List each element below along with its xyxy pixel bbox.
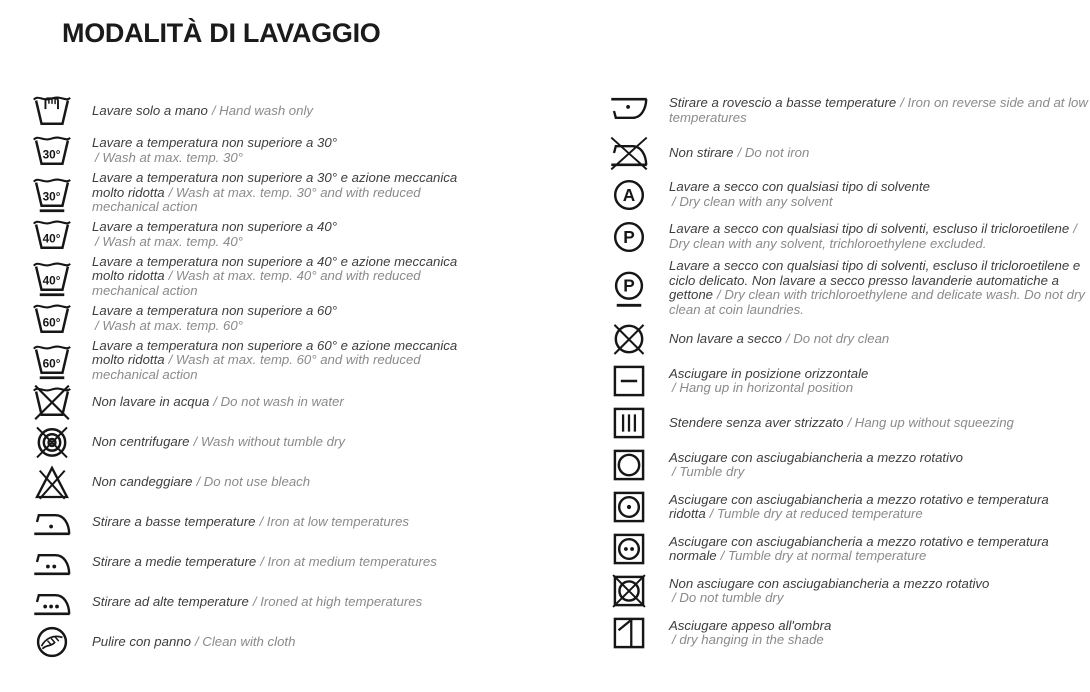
- care-item-do-not-wash: [30, 382, 607, 422]
- wash-40-icon: [30, 215, 74, 255]
- care-item-clean-with-cloth: [30, 622, 607, 662]
- care-item-text-italian: Stirare a medie temperature: [92, 554, 257, 570]
- care-item-text: [669, 332, 1089, 347]
- care-item-text-english: / Do not wash in water: [213, 394, 344, 410]
- care-item-text: [92, 435, 484, 450]
- care-item-text-english: / Hand wash only: [211, 102, 314, 118]
- care-item-do-not-dry-clean: [607, 319, 1090, 359]
- care-item-text-italian: Stirare a basse temperature: [92, 514, 256, 530]
- care-item-text-italian: Asciugare con asciugabiancheria a mezzo rotativo: [669, 449, 963, 465]
- care-item-dry-in-shade: [607, 613, 1090, 653]
- care-item-text-english: / Wash at max. temp. 30°: [95, 150, 243, 165]
- care-item-text-italian: Non lavare in acqua: [92, 394, 210, 410]
- care-item-text-english: / Wash at max. temp. 60° and with reduced mechanical action: [92, 352, 421, 382]
- care-item-text-italian: Lavare a temperatura non superiore a 40°: [92, 219, 337, 235]
- care-item-text: [669, 451, 1089, 480]
- care-item-text-english: / Dry clean with any solvent: [672, 194, 833, 209]
- do-not-tumble-dry-icon: [607, 571, 651, 611]
- care-item-text: [669, 535, 1089, 564]
- wash-30-reduced-icon: [30, 173, 74, 213]
- do-not-wash-icon: [30, 382, 74, 422]
- care-item-text: [669, 619, 1089, 648]
- care-item-text: [669, 416, 1089, 431]
- care-item-iron-reverse: [607, 91, 1090, 131]
- care-columns: [30, 91, 1090, 662]
- care-item-text: [92, 255, 484, 299]
- tumble-dry-icon: [607, 445, 651, 485]
- iron-reverse-icon: [607, 91, 651, 131]
- care-item-text-english: / Dry clean with trichloroethylene and delicate wash. Do not dry clean at coin laundries.: [669, 287, 1085, 317]
- care-item-text-italian: Lavare a secco con qualsiasi tipo di solventi, escluso il tricloroetilene e ciclo delicato. Non lavare a secco presso lavanderie automatiche a gettone: [669, 258, 1081, 303]
- care-item-text: [92, 595, 484, 610]
- care-item-text-english: / Tumble dry: [672, 464, 745, 480]
- care-item-wash-60-reduced: [30, 339, 607, 383]
- care-item-text-italian: Lavare a temperatura non superiore a 40° e azione meccanica molto ridotta: [92, 253, 458, 284]
- do-not-dry-clean-icon: [607, 319, 651, 359]
- care-item-wash-30-reduced: [30, 171, 607, 215]
- care-item-dry-clean-p: [607, 217, 1090, 257]
- care-item-dry-clean-any-solvent: [607, 175, 1090, 215]
- care-item-text-english: / Iron on reverse side and at low temperatures: [669, 95, 1088, 125]
- care-item-text-italian: Lavare a secco con qualsiasi tipo di solvente: [669, 179, 930, 195]
- care-item-text-english: / Wash at max. temp. 40°: [95, 233, 243, 249]
- care-item-text: [92, 220, 484, 249]
- care-item-dry-flat: [607, 361, 1090, 401]
- tumble-dry-low-icon: [607, 487, 651, 527]
- care-item-text-english: / Ironed at high temperatures: [252, 594, 423, 610]
- wash-60-icon: [30, 299, 74, 339]
- care-item-text-italian: Pulire con panno: [92, 634, 191, 650]
- care-item-iron-low: [30, 502, 607, 542]
- care-item-text-english: / Do not tumble dry: [672, 590, 784, 606]
- clean-with-cloth-icon: [30, 622, 74, 662]
- dry-flat-icon: [607, 361, 651, 401]
- svg-text:30°: 30°: [42, 189, 61, 204]
- care-item-text: [669, 493, 1089, 522]
- care-item-do-not-spin: [30, 422, 607, 462]
- care-item-text: [669, 180, 1089, 209]
- svg-text:40°: 40°: [42, 272, 61, 287]
- care-item-wash-40: [30, 215, 607, 255]
- svg-text:P: P: [623, 226, 635, 247]
- care-item-text-english: / dry hanging in the shade: [672, 632, 824, 648]
- care-item-text-english: / Clean with cloth: [194, 634, 296, 650]
- care-item-text-italian: Non lavare a secco: [669, 331, 782, 347]
- care-item-text-english: / Wash at max. temp. 40° and with reduced mechanical action: [92, 268, 421, 298]
- dry-clean-p-icon: [607, 217, 651, 257]
- do-not-bleach-icon: [30, 462, 74, 502]
- do-not-iron-icon: [607, 133, 651, 173]
- wash-60-reduced-icon: [30, 340, 74, 380]
- care-item-text-italian: Lavare a temperatura non superiore a 60°: [92, 302, 337, 318]
- svg-text:A: A: [622, 184, 636, 205]
- dry-clean-any-solvent-icon: [607, 175, 651, 215]
- dry-clean-p-delicate-icon: [607, 268, 651, 308]
- care-item-text-italian: Stendere senza aver strizzato: [669, 415, 844, 431]
- care-item-text-english: / Wash at max. temp. 30° and with reduced mechanical action: [92, 184, 421, 215]
- care-column-left: [30, 91, 607, 662]
- care-item-text-italian: Asciugare con asciugabiancheria a mezzo rotativo e temperatura normale: [669, 533, 1049, 564]
- care-item-text: [669, 367, 1089, 396]
- care-item-do-not-tumble-dry: [607, 571, 1090, 611]
- care-item-text-italian: Asciugare con asciugabiancheria a mezzo rotativo e temperatura ridotta: [669, 491, 1049, 522]
- svg-text:30°: 30°: [42, 147, 61, 162]
- care-item-tumble-dry: [607, 445, 1090, 485]
- care-item-text-english: / Hang up without squeezing: [847, 415, 1014, 431]
- care-item-text-italian: Asciugare in posizione orizzontale: [669, 365, 869, 381]
- care-item-text: [92, 515, 484, 530]
- care-item-text-italian: Lavare a temperatura non superiore a 60° e azione meccanica molto ridotta: [92, 337, 458, 368]
- care-item-tumble-dry-normal: [607, 529, 1090, 569]
- care-item-text-italian: Lavare solo a mano: [92, 102, 208, 118]
- care-item-text-english: / Tumble dry at reduced temperature: [709, 506, 923, 522]
- care-item-text-italian: Stirare ad alte temperature: [92, 594, 249, 610]
- care-item-text-english: / Wash without tumble dry: [193, 434, 345, 450]
- care-item-text-english: / Tumble dry at normal temperature: [720, 548, 927, 564]
- care-item-text-english: / Dry clean with any solvent, trichloroethylene excluded.: [669, 221, 1077, 251]
- care-item-text-english: / Do not iron: [737, 144, 810, 160]
- care-item-text: [92, 395, 484, 410]
- svg-text:60°: 60°: [42, 314, 61, 329]
- care-item-text: [669, 222, 1089, 251]
- care-item-text-english: / Wash at max. temp. 60°: [95, 317, 243, 333]
- care-item-dry-clean-p-delicate: [607, 259, 1090, 317]
- care-item-text: [92, 136, 484, 165]
- iron-medium-icon: [30, 542, 74, 582]
- care-item-wash-40-reduced: [30, 255, 607, 299]
- care-item-text-english: / Do not use bleach: [196, 474, 311, 490]
- care-item-text: [92, 555, 484, 570]
- tumble-dry-normal-icon: [607, 529, 651, 569]
- care-item-text: [669, 96, 1089, 125]
- care-item-text-italian: Asciugare appeso all'ombra: [669, 617, 832, 633]
- care-item-tumble-dry-low: [607, 487, 1090, 527]
- care-item-text: [92, 635, 484, 650]
- hand-wash-icon: [30, 91, 74, 131]
- page-title: MODALITÀ DI LAVAGGIO: [62, 18, 381, 48]
- care-item-text: [92, 339, 484, 383]
- care-column-right: [607, 91, 1090, 662]
- care-item-text-italian: Lavare a temperatura non superiore a 30° e azione meccanica molto ridotta: [92, 170, 458, 200]
- dry-in-shade-icon: [607, 613, 651, 653]
- care-item-iron-medium: [30, 542, 607, 582]
- care-item-text-english: / Hang up in horizontal position: [672, 380, 854, 396]
- care-item-do-not-bleach: [30, 462, 607, 502]
- iron-high-icon: [30, 582, 74, 622]
- care-item-text-italian: Non stirare: [669, 144, 734, 160]
- care-item-text: [669, 146, 1089, 161]
- svg-text:40°: 40°: [42, 231, 61, 246]
- care-item-drip-dry: [607, 403, 1090, 443]
- iron-low-icon: [30, 502, 74, 542]
- care-item-wash-60: [30, 299, 607, 339]
- care-item-text-italian: Non asciugare con asciugabiancheria a mezzo rotativo: [669, 575, 990, 591]
- care-item-text: [92, 475, 484, 490]
- wash-40-reduced-icon: [30, 257, 74, 297]
- do-not-spin-icon: [30, 422, 74, 462]
- care-item-iron-high: [30, 582, 607, 622]
- care-item-text: [92, 104, 484, 119]
- care-item-text-italian: Lavare a secco con qualsiasi tipo di solventi, escluso il tricloroetilene: [669, 221, 1070, 237]
- svg-text:60°: 60°: [42, 356, 61, 371]
- care-item-text: [92, 171, 484, 215]
- care-item-text-english: / Iron at low temperatures: [259, 514, 409, 530]
- drip-dry-icon: [607, 403, 651, 443]
- care-item-text-italian: Non candeggiare: [92, 474, 193, 490]
- care-item-text: [669, 577, 1089, 606]
- care-item-text-english: / Do not dry clean: [785, 331, 890, 347]
- svg-text:P: P: [623, 275, 635, 296]
- care-item-hand-wash: [30, 91, 607, 131]
- care-item-wash-30: [30, 131, 607, 171]
- care-item-text-italian: Lavare a temperatura non superiore a 30°: [92, 135, 337, 151]
- care-item-text-italian: Stirare a rovescio a basse temperature: [669, 95, 897, 111]
- care-item-text: [669, 259, 1089, 317]
- care-item-do-not-iron: [607, 133, 1090, 173]
- wash-30-icon: [30, 131, 74, 171]
- care-item-text-italian: Non centrifugare: [92, 434, 190, 450]
- care-item-text: [92, 304, 484, 333]
- care-item-text-english: / Iron at medium temperatures: [260, 554, 437, 570]
